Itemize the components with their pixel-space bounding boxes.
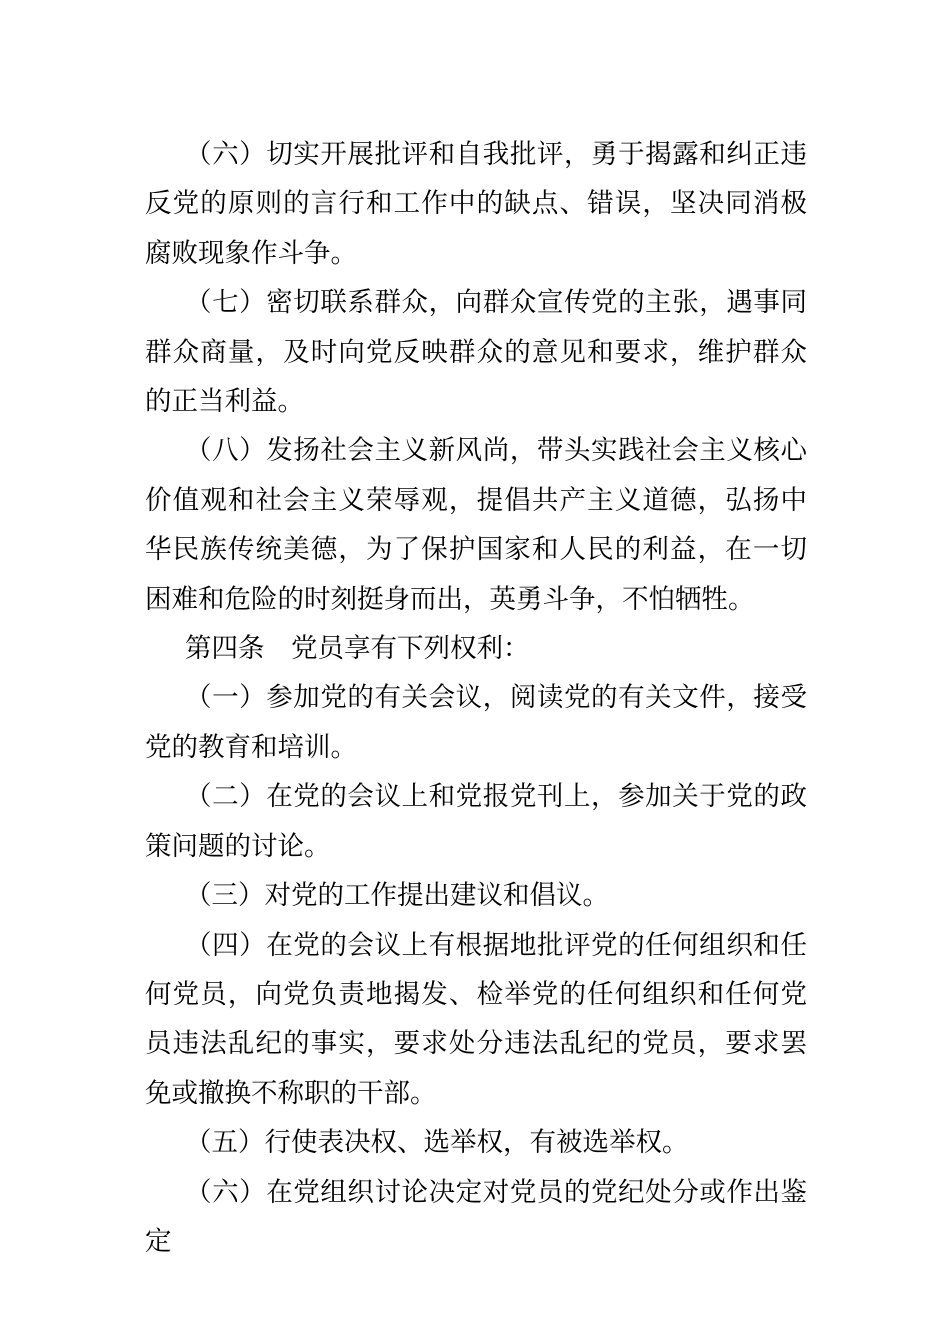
paragraph-duty-6: （六）切实开展批评和自我批评，勇于揭露和纠正违反党的原则的言行和工作中的缺点、错误，坚决同消极腐败现象作斗争。 (145, 139, 807, 269)
paragraph-right-6: （六）在党组织讨论决定对党员的党纪处分或作出鉴定 (145, 1176, 807, 1257)
document-page (145, 130, 807, 1266)
article-4-heading: 第四条 党员享有下列权利： (185, 633, 530, 665)
paragraph-right-3: （三）对党的工作提出建议和倡议。 (185, 880, 609, 912)
paragraph-duty-7: （七）密切联系群众，向群众宣传党的主张，遇事同群众商量，及时向党反映群众的意见和要求，维护群众的正当利益。 (145, 287, 807, 418)
paragraph-right-5: （五）行使表决权、选举权，有被选举权。 (185, 1127, 689, 1159)
paragraph-right-4: （四）在党的会议上有根据地批评党的任何组织和任何党员，向党负责地揭发、检举党的任何组织和任何党员违法乱纪的事实，要求处分违法乱纪的党员，要求罢免或撤换不称职的干部。 (145, 929, 807, 1109)
paragraph-right-2: （二）在党的会议上和党报党刊上，参加关于党的政策问题的讨论。 (145, 781, 807, 862)
paragraph-right-1: （一）参加党的有关会议，阅读党的有关文件，接受党的教育和培训。 (145, 682, 807, 763)
paragraph-duty-8: （八）发扬社会主义新风尚，带头实践社会主义核心价值观和社会主义荣辱观，提倡共产主义道德，弘扬中华民族传统美德，为了保护国家和人民的利益，在一切困难和危险的时刻挺身而出，英勇斗争，不怕牺牲。 (145, 435, 807, 615)
